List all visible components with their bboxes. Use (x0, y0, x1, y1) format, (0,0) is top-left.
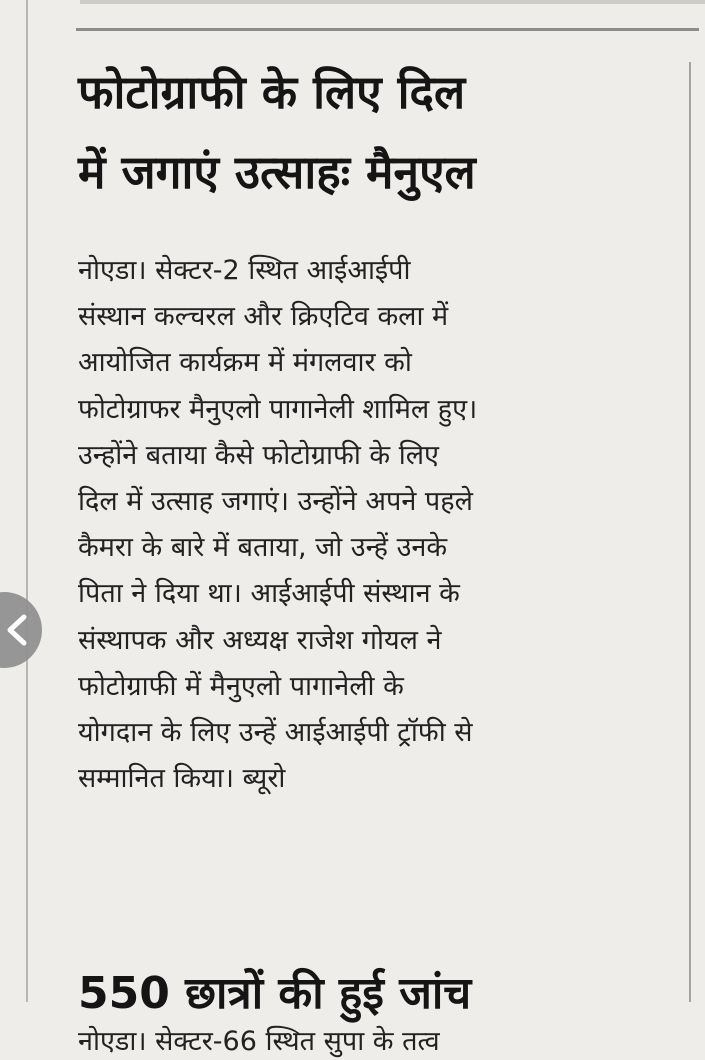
body-line: उन्होंने बताया कैसे फोटोग्राफी के लिए (78, 439, 439, 471)
body-line: फोटोग्राफी में मैनुएलो पागानेली के (78, 670, 404, 702)
body-line: योगदान के लिए उन्हें आईआईपी ट्रॉफी से (78, 717, 473, 749)
headline-line: में जगाएं उत्साहः मैनुएल (78, 145, 476, 199)
section-rule (76, 28, 699, 31)
body-line: संस्थापक और अध्यक्ष राजेश गोयल ने (78, 624, 442, 656)
article-body (78, 248, 673, 802)
back-button[interactable] (0, 592, 42, 668)
headline-line: फोटोग्राफी के लिए दिल (78, 65, 466, 119)
column-divider-left (26, 0, 28, 1002)
news-article (78, 52, 673, 1057)
body-line: पिता ने दिया था। आईआईपी संस्थान के (78, 578, 460, 610)
column-divider-right (689, 62, 691, 1002)
body-line: संस्थान कल्चरल और क्रिएटिव कला में (78, 301, 449, 333)
body-line: सम्मानित किया। ब्यूरो (78, 763, 286, 795)
body-line: आयोजित कार्यक्रम में मंगलवार को (78, 347, 412, 379)
next-article-first-line: नोएडा। सेक्टर-66 स्थित सुपा के तत्व (78, 1026, 440, 1057)
next-article-headline: 550 छात्रों की हुई जांच (78, 967, 472, 1019)
chevron-left-icon (4, 613, 30, 647)
body-line: फोटोग्राफर मैनुएलो पागानेली शामिल हुए। (78, 393, 478, 425)
article-headline (78, 52, 673, 212)
body-line: दिल में उत्साह जगाएं। उन्होंने अपने पहले (78, 486, 473, 518)
previous-article-edge (80, 0, 705, 4)
body-line: कैमरा के बारे में बताया, जो उन्हें उनके (78, 532, 448, 564)
body-line: नोएडा। सेक्टर-2 स्थित आईआईपी (78, 255, 411, 286)
